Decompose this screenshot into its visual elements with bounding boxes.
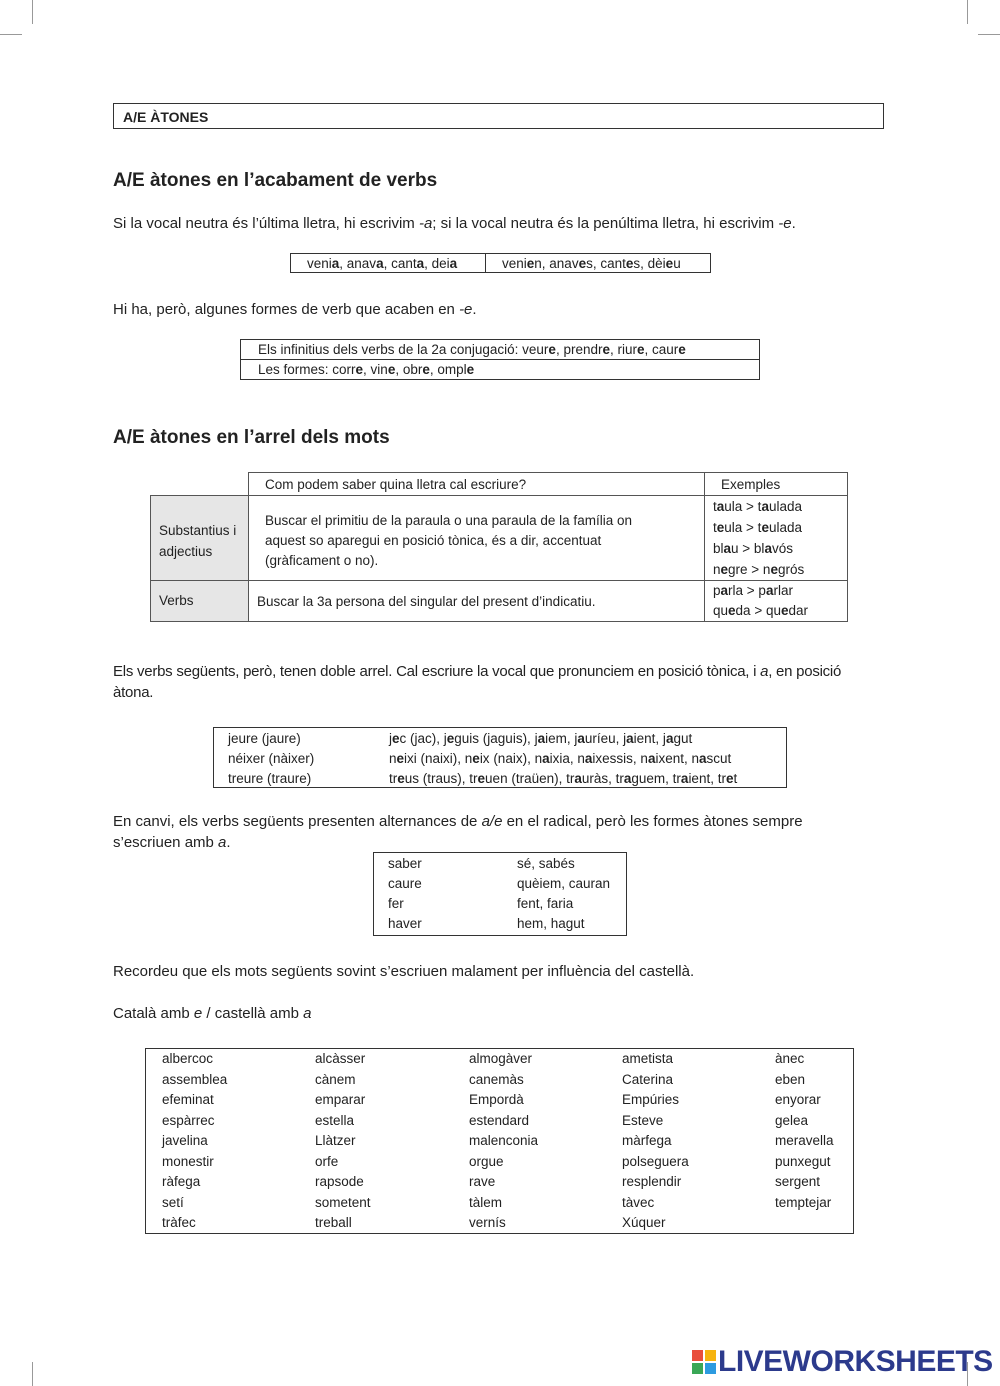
- exceptions-row-forms: [241, 360, 760, 380]
- root-table-header: [248, 472, 848, 495]
- word-cell: temptejar: [775, 1194, 832, 1210]
- text-run: a: [723, 541, 732, 556]
- text-run: a: [647, 751, 656, 766]
- text-run: -e: [778, 215, 792, 232]
- word-cell: sometent: [315, 1194, 371, 1210]
- text-run: bl: [713, 541, 724, 556]
- alternance-intro: [113, 811, 873, 853]
- text-run: e: [526, 255, 535, 271]
- section2-heading: A/E àtones en l’arrel dels mots: [113, 427, 390, 448]
- text-run: ixessis, n: [592, 751, 648, 766]
- row-text-nouns: Buscar el primitiu de la paraula o una paraula de la família on aquest so aparegui en posició tònica, és a dir, accentuat (gràficament o no).: [265, 513, 632, 568]
- text-run: uràs, tr: [581, 771, 624, 786]
- text-run: t: [713, 520, 717, 535]
- word-cell: Empordà: [469, 1092, 524, 1107]
- word-cell: Esteve: [622, 1112, 664, 1128]
- text-run: , cant: [383, 255, 417, 271]
- text-run: ula > t: [724, 520, 762, 535]
- words-table: [145, 1048, 854, 1234]
- text-run: a: [623, 771, 632, 786]
- text-run: e: [396, 751, 405, 766]
- text-run: u > bl: [731, 541, 765, 556]
- exceptions-row-infinitives: [241, 340, 760, 360]
- word-cell: resplendir: [622, 1174, 682, 1189]
- word-cell: efeminat: [162, 1092, 214, 1107]
- word-cell: ametista: [622, 1051, 674, 1066]
- text-run: ient, tr: [688, 771, 726, 786]
- text-run: rlar: [773, 583, 793, 598]
- word-cell: Empúries: [622, 1092, 680, 1107]
- word-cell: vernís: [469, 1215, 506, 1230]
- row-label-verbs: Verbs: [159, 593, 194, 608]
- text-run: e: [355, 362, 364, 377]
- text-run: En canvi, els verbs següents presenten alternances de: [113, 813, 482, 830]
- text-run: tr: [389, 771, 398, 786]
- text-run: -a: [418, 215, 433, 232]
- text-run: guem, tr: [631, 771, 681, 786]
- double-root-verb: néixer (nàixer): [228, 751, 315, 766]
- word-cell: màrfega: [622, 1133, 672, 1148]
- text-run: n, anav: [534, 255, 579, 271]
- text-run: gut: [673, 731, 693, 746]
- text-run: c (jac), j: [399, 731, 447, 746]
- text-run: a: [665, 731, 674, 746]
- word-cell: espàrrec: [162, 1112, 215, 1128]
- text-run: .: [791, 215, 796, 232]
- text-run: a: [537, 731, 546, 746]
- alternance-verb: haver: [388, 916, 422, 931]
- endings-a-cell: [291, 254, 486, 273]
- text-run: iem, j: [545, 731, 578, 746]
- example-line: [713, 517, 804, 538]
- text-run: a: [218, 834, 227, 851]
- text-run: a: [574, 771, 582, 786]
- text-run: qu: [713, 603, 729, 618]
- word-cell: eben: [775, 1071, 806, 1087]
- double-root-table: [213, 727, 787, 788]
- text-run: dar: [788, 603, 808, 618]
- word-cell: enyorar: [775, 1092, 821, 1107]
- section-title-bar: A/E ÀTONES: [113, 103, 884, 129]
- text-run: , caur: [644, 342, 679, 357]
- word-cell: ànec: [775, 1051, 805, 1066]
- text-run: Hi ha, però, algunes formes de verb que acaben en: [113, 301, 460, 318]
- example-line: [713, 538, 804, 559]
- word-cell: tàlem: [469, 1194, 503, 1210]
- endings-e-cell: [486, 254, 711, 273]
- text-run: Si la vocal neutra és l’última lletra, hi escrivim: [113, 215, 419, 232]
- text-run: a: [716, 499, 725, 514]
- text-run: a: [626, 731, 634, 746]
- word-cell: gelea: [775, 1112, 809, 1128]
- text-run: a: [680, 771, 689, 786]
- alternance-verb: fer: [388, 896, 404, 911]
- alternance-forms: fent, faria: [517, 896, 574, 911]
- double-root-intro: [113, 661, 858, 703]
- example-line: [713, 581, 808, 601]
- text-run: , prendr: [555, 342, 603, 357]
- text-run: -e: [459, 301, 473, 318]
- double-root-verb: treure (traure): [228, 771, 312, 786]
- text-run: , en posició àtona.: [113, 663, 842, 701]
- word-cell: punxegut: [775, 1153, 831, 1169]
- section1-intro: [113, 213, 796, 234]
- text-run: en el radical, però les formes àtones sempre s’escriuen amb: [113, 813, 803, 851]
- word-cell: treball: [315, 1215, 352, 1230]
- text-run: guis (jaguis), j: [454, 731, 538, 746]
- text-run: e: [466, 362, 475, 377]
- text-run: s, cant: [586, 255, 626, 271]
- text-run: a: [764, 541, 772, 556]
- alternance-table: [373, 852, 627, 936]
- logo-grid-icon: [692, 1350, 716, 1374]
- word-cell: polseguera: [622, 1153, 689, 1169]
- text-run: t: [733, 771, 738, 786]
- text-run: a: [698, 751, 707, 766]
- text-run: ient, j: [633, 731, 666, 746]
- text-run: Català amb: [113, 1005, 194, 1022]
- text-run: e: [477, 771, 486, 786]
- text-run: t: [713, 499, 717, 514]
- text-run: a: [331, 255, 340, 271]
- text-run: , riur: [609, 342, 637, 357]
- text-run: e: [761, 520, 769, 535]
- word-cell: estendard: [469, 1112, 530, 1128]
- text-run: e: [780, 603, 789, 618]
- word-cell: estella: [315, 1112, 355, 1128]
- text-run: scut: [706, 751, 732, 766]
- text-run: ; si la vocal neutra és la penúltima lletra, hi escrivim: [432, 215, 779, 232]
- text-run: da > qu: [735, 603, 781, 618]
- text-run: , anav: [339, 255, 377, 271]
- text-run: , obr: [395, 362, 423, 377]
- text-run: n: [389, 751, 397, 766]
- word-cell: malenconia: [469, 1133, 539, 1148]
- text-run: ix (naix), n: [479, 751, 543, 766]
- alternance-verb: saber: [388, 856, 422, 871]
- text-run: e: [548, 342, 556, 357]
- alternance-verb: caure: [388, 876, 422, 891]
- double-root-verb: jeure (jaure): [228, 731, 301, 746]
- text-run: veni: [307, 255, 332, 271]
- word-cell: albercoc: [162, 1051, 214, 1066]
- castilian-intro: Recordeu que els mots següents sovint s’escriuen malament per influència del castellà.: [113, 963, 695, 980]
- text-run: a: [584, 751, 593, 766]
- word-cell: Caterina: [622, 1071, 674, 1087]
- example-line: [713, 496, 804, 517]
- word-cell: Llàtzer: [315, 1133, 356, 1148]
- word-cell: almogàver: [469, 1051, 533, 1066]
- text-run: e: [716, 520, 725, 535]
- text-run: e: [446, 731, 455, 746]
- text-run: Els infinitius dels verbs de la 2a conjugació: veur: [258, 342, 549, 357]
- word-cell: emparar: [315, 1092, 366, 1107]
- text-run: e: [422, 362, 430, 377]
- text-run: s, dèi: [633, 255, 666, 271]
- text-run: Les formes: corr: [258, 362, 356, 377]
- text-run: grós: [777, 562, 805, 577]
- alternance-forms: sé, sabés: [517, 856, 575, 871]
- text-run: a: [303, 1005, 312, 1022]
- verb-endings-table: [290, 253, 711, 273]
- text-run: j: [389, 731, 392, 746]
- text-run: uen (traüen), tr: [485, 771, 575, 786]
- text-run: us (traus), tr: [404, 771, 478, 786]
- text-run: ulada: [768, 499, 802, 514]
- text-run: vós: [771, 541, 793, 556]
- root-table-body: [150, 495, 848, 622]
- word-cell: rave: [469, 1174, 496, 1189]
- text-run: / castellà amb: [202, 1005, 304, 1022]
- text-run: e: [770, 562, 778, 577]
- row-text-verbs: Buscar la 3a persona del singular del present d’indicatiu.: [257, 594, 596, 609]
- text-run: e: [625, 255, 634, 271]
- text-run: , dei: [424, 255, 450, 271]
- word-cell: rapsode: [315, 1174, 364, 1189]
- exceptions-intro: [113, 299, 477, 320]
- word-cell: assemblea: [162, 1071, 228, 1087]
- double-root-forms: [389, 751, 731, 766]
- text-run: .: [226, 834, 231, 851]
- text-run: a: [449, 255, 458, 271]
- word-cell: cànem: [315, 1071, 356, 1087]
- text-run: u: [673, 255, 681, 271]
- text-run: Els verbs següents, però, tenen doble arrel. Cal escriure la vocal que pronunciem en posició tònica, i: [113, 663, 761, 680]
- text-run: e: [678, 342, 686, 357]
- word-cell: ràfega: [162, 1174, 201, 1189]
- text-run: e: [578, 255, 587, 271]
- row-examples-verbs: [713, 581, 808, 621]
- text-run: .: [472, 301, 477, 318]
- text-run: a/e: [481, 813, 503, 830]
- text-run: e: [392, 731, 400, 746]
- logo-text: LIVEWORKSHEETS: [718, 1345, 993, 1378]
- text-run: e: [720, 562, 729, 577]
- text-run: ulada: [768, 520, 802, 535]
- word-cell: tràfec: [162, 1215, 196, 1230]
- text-run: , vin: [363, 362, 388, 377]
- double-root-forms: [389, 771, 737, 786]
- word-cell: orgue: [469, 1153, 504, 1169]
- example-line: [713, 559, 804, 580]
- col-question: Com podem saber quina lletra cal escriure?: [265, 477, 527, 492]
- text-run: a: [542, 751, 550, 766]
- col-examples: Exemples: [721, 477, 781, 492]
- word-cell: Xúquer: [622, 1215, 666, 1230]
- double-root-forms: [389, 731, 692, 746]
- text-run: gre > n: [728, 562, 771, 577]
- text-run: e: [728, 603, 736, 618]
- text-run: a: [761, 499, 769, 514]
- alternance-forms: hem, hagut: [517, 916, 585, 931]
- text-run: a: [765, 583, 774, 598]
- text-run: ula > t: [724, 499, 762, 514]
- word-cell: alcàsser: [315, 1051, 366, 1066]
- text-run: a: [376, 255, 384, 271]
- word-cell: setí: [162, 1194, 184, 1210]
- row-examples-nouns: [713, 496, 804, 580]
- exceptions-table: [240, 339, 760, 380]
- word-cell: canemàs: [469, 1071, 524, 1087]
- example-line: [713, 601, 808, 621]
- section1-heading: A/E àtones en l’acabament de verbs: [113, 170, 438, 191]
- word-cell: tàvec: [622, 1194, 655, 1210]
- text-run: veni: [502, 255, 527, 271]
- text-run: a: [577, 731, 585, 746]
- text-run: rla > p: [728, 583, 766, 598]
- row-label-nouns: Substantius i adjectius: [159, 523, 237, 559]
- word-cell: sergent: [775, 1174, 821, 1189]
- text-run: e: [193, 1005, 203, 1022]
- castilian-subtitle: [113, 1003, 311, 1024]
- text-run: e: [602, 342, 610, 357]
- text-run: e: [397, 771, 405, 786]
- text-run: uríeu, j: [584, 731, 627, 746]
- text-run: e: [636, 342, 645, 357]
- text-run: ixia, n: [549, 751, 585, 766]
- text-run: , ompl: [429, 362, 467, 377]
- word-cell: monestir: [162, 1153, 214, 1169]
- text-run: e: [725, 771, 734, 786]
- word-cell: javelina: [162, 1133, 208, 1148]
- text-run: a: [416, 255, 425, 271]
- alternance-forms: quèiem, cauran: [517, 876, 611, 891]
- text-run: e: [472, 751, 480, 766]
- text-run: ixent, n: [655, 751, 699, 766]
- word-cell: orfe: [315, 1153, 339, 1169]
- text-run: e: [387, 362, 396, 377]
- text-run: a: [720, 583, 729, 598]
- text-run: p: [713, 583, 721, 598]
- text-run: a: [760, 663, 769, 680]
- text-run: e: [665, 255, 674, 271]
- word-cell: meravella: [775, 1133, 834, 1148]
- text-run: n: [713, 562, 721, 577]
- text-run: ixi (naixi), n: [404, 751, 473, 766]
- liveworksheets-logo: [692, 1345, 993, 1379]
